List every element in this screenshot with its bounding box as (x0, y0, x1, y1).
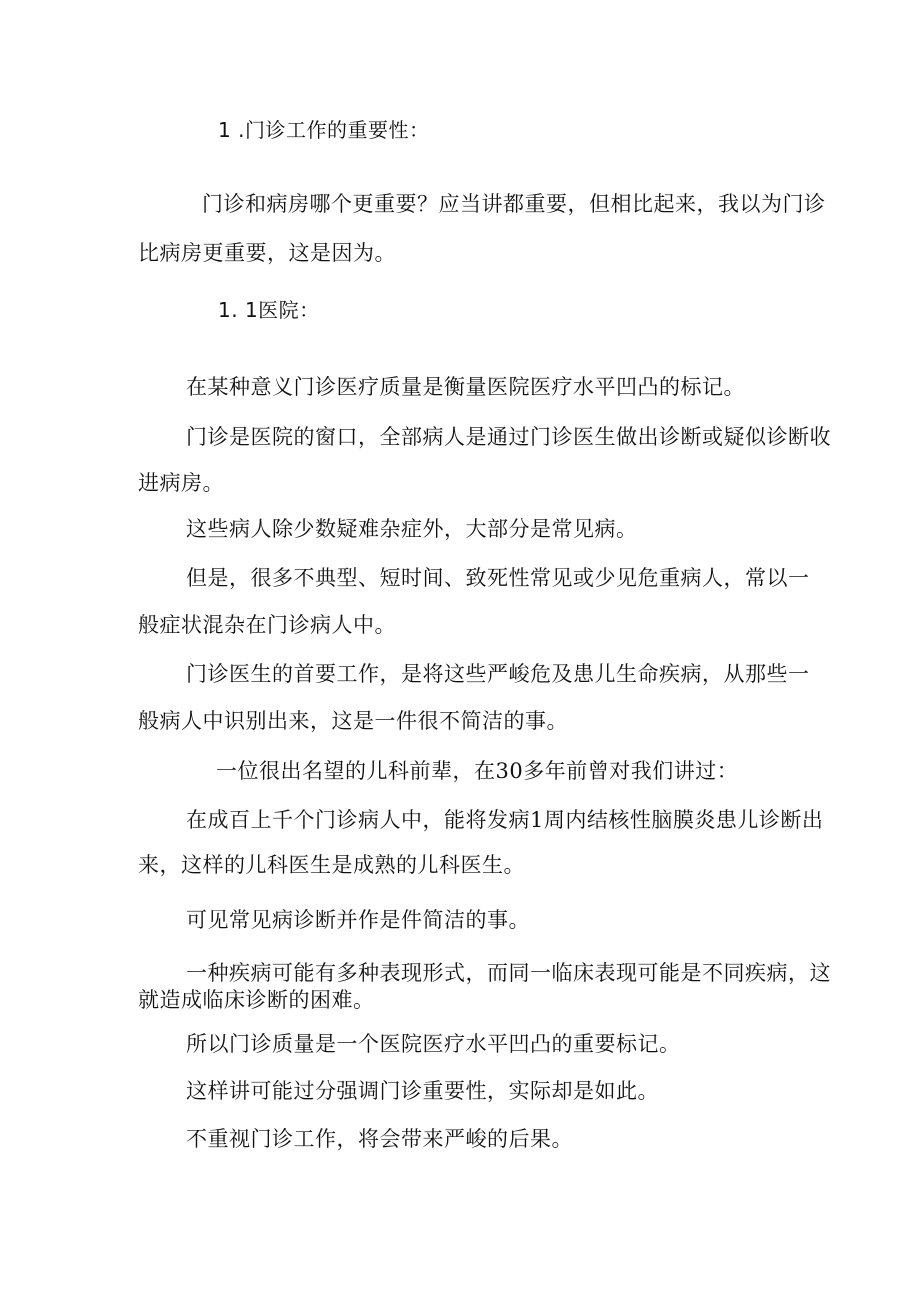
paragraph-11-line-1: 这样讲可能过分强调门诊重要性，实际却是如此。 (186, 1079, 659, 1103)
paragraph-2-line-1: 门诊是医院的窗口，全部病人是通过门诊医生做出诊断或疑似诊断收 (186, 425, 831, 449)
paragraph-2-line-2: 进病房。 (138, 471, 224, 495)
paragraph-8-line-1: 可见常见病诊断并作是件简洁的事。 (186, 908, 530, 932)
paragraph-10-line-1: 所以门诊质量是一个医院医疗水平凹凸的重要标记。 (186, 1032, 681, 1056)
paragraph-7-line-1: 在成百上千个门诊病人中，能将发病1周内结核性脑膜炎患儿诊断出 (186, 808, 824, 832)
paragraph-4-line-2: 般症状混杂在门诊病人中。 (138, 613, 396, 637)
intro-line-1: 门诊和病房哪个更重要？应当讲都重要，但相比起来，我以为门诊 (202, 192, 826, 216)
paragraph-4-line-1: 但是，很多不典型、短时间、致死性常见或少见危重病人，常以一 (186, 566, 810, 590)
section-heading-1-1: 1. 1医院： (218, 298, 320, 322)
intro-line-2: 比病房更重要，这是因为。 (138, 241, 396, 265)
paragraph-6-line-1: 一位很出名望的儿科前辈，在30多年前曾对我们讲过： (216, 759, 739, 783)
section-heading-1: 1 .门诊工作的重要性： (218, 118, 430, 142)
paragraph-12-line-1: 不重视门诊工作，将会带来严峻的后果。 (186, 1127, 573, 1151)
paragraph-1-line-1: 在某种意义门诊医疗质量是衡量医院医疗水平凹凸的标记。 (186, 375, 745, 399)
paragraph-5-line-2: 般病人中识别出来，这是一件很不简洁的事。 (138, 709, 568, 733)
paragraph-9-line-2: 就造成临床诊断的困难。 (138, 988, 375, 1012)
paragraph-7-line-2: 来，这样的儿科医生是成熟的儿科医生。 (138, 853, 525, 877)
paragraph-5-line-1: 门诊医生的首要工作，是将这些严峻危及患儿生命疾病，从那些一 (186, 662, 810, 686)
paragraph-9-line-1: 一种疾病可能有多种表现形式，而同一临床表现可能是不同疾病，这 (186, 961, 831, 985)
paragraph-3-line-1: 这些病人除少数疑难杂症外，大部分是常见病。 (186, 517, 638, 541)
